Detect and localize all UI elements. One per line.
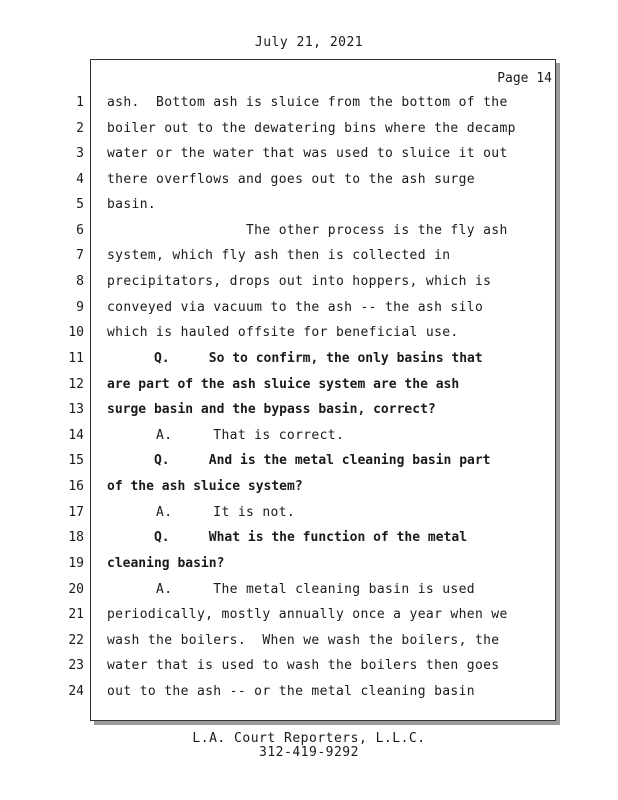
line-number: 13	[68, 402, 84, 417]
line-text: A. The metal cleaning basin is used	[107, 582, 475, 597]
line-number: 24	[68, 684, 84, 699]
line-text: water that is used to wash the boilers then goes	[107, 658, 500, 673]
line-text: there overflows and goes out to the ash surge	[107, 172, 475, 187]
line-number: 19	[68, 556, 84, 571]
line-text: Q. So to confirm, the only basins that	[107, 351, 483, 366]
line-text: A. That is correct.	[107, 428, 345, 443]
line-text: periodically, mostly annually once a year when we	[107, 607, 508, 622]
line-number: 22	[68, 633, 84, 648]
line-text: out to the ash -- or the metal cleaning basin	[107, 684, 475, 699]
line-number: 10	[68, 325, 84, 340]
line-number: 8	[76, 274, 84, 289]
line-text: of the ash sluice system?	[107, 479, 303, 494]
line-number: 1	[76, 95, 84, 110]
line-number: 20	[68, 582, 84, 597]
line-text: surge basin and the bypass basin, correct?	[107, 402, 436, 417]
line-number: 14	[68, 428, 84, 443]
line-number: 9	[76, 300, 84, 315]
line-number: 3	[76, 146, 84, 161]
line-text: conveyed via vacuum to the ash -- the ash silo	[107, 300, 484, 315]
transcript-date: July 21, 2021	[254, 35, 364, 50]
line-text: A. It is not.	[107, 505, 296, 520]
footer	[0, 732, 618, 760]
line-number: 21	[68, 607, 84, 622]
line-number: 4	[76, 172, 84, 187]
line-number: 23	[68, 658, 84, 673]
line-number: 17	[68, 505, 84, 520]
line-text: wash the boilers. When we wash the boilers, the	[107, 633, 500, 648]
line-text: ash. Bottom ash is sluice from the bottom of the	[107, 95, 508, 110]
line-number: 18	[68, 530, 84, 545]
line-text: are part of the ash sluice system are the ash	[107, 377, 460, 392]
line-text: water or the water that was used to sluice it out	[107, 146, 508, 161]
line-number: 12	[68, 377, 84, 392]
line-text: Q. And is the metal cleaning basin part	[107, 453, 491, 468]
line-number: 7	[76, 248, 84, 263]
line-number: 5	[76, 197, 84, 212]
line-text: Q. What is the function of the metal	[107, 530, 468, 545]
page-number: Page 14	[497, 71, 552, 86]
line-number: 15	[68, 453, 84, 468]
reporter-company: L.A. Court Reporters, L.L.C.	[192, 731, 426, 746]
line-number: 11	[68, 351, 84, 366]
reporter-phone: 312-419-9292	[259, 745, 359, 760]
line-text: The other process is the fly ash	[107, 223, 508, 238]
line-number: 16	[68, 479, 84, 494]
line-text: basin.	[107, 197, 157, 212]
line-text: cleaning basin?	[107, 556, 225, 571]
line-number: 6	[76, 223, 84, 238]
line-number: 2	[76, 121, 84, 136]
line-text: precipitators, drops out into hoppers, which is	[107, 274, 492, 289]
line-text: system, which fly ash then is collected in	[107, 248, 451, 263]
line-text: which is hauled offsite for beneficial use.	[107, 325, 459, 340]
line-text: boiler out to the dewatering bins where the decamp	[107, 121, 516, 136]
